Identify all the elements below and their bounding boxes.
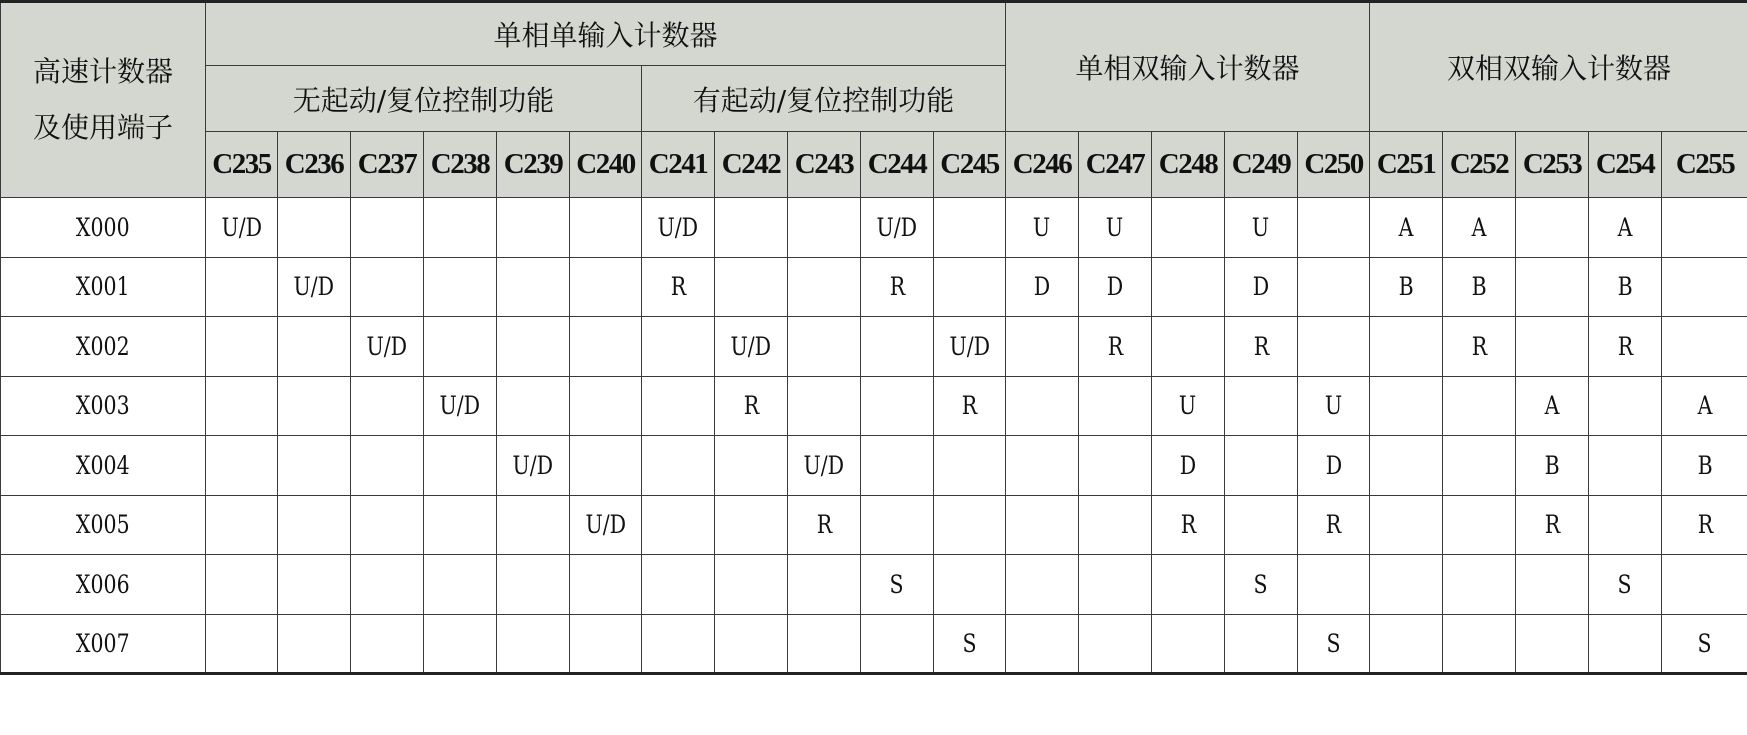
table-cell: R	[861, 257, 934, 317]
table-cell	[278, 495, 351, 555]
table-cell	[1662, 555, 1747, 615]
table-cell	[1370, 317, 1443, 377]
table-cell: A	[1589, 198, 1662, 258]
table-cell	[424, 495, 497, 555]
group-header-single-phase-dual-input: 单相双输入计数器	[1006, 2, 1370, 132]
table-cell	[861, 317, 934, 377]
table-cell: U/D	[861, 198, 934, 258]
table-cell	[424, 198, 497, 258]
table-cell	[861, 376, 934, 436]
counter-header-c249: C249	[1225, 132, 1298, 198]
table-cell: R	[1079, 317, 1152, 377]
table-cell	[788, 555, 861, 615]
table-cell: R	[1225, 317, 1298, 377]
counter-header-c240: C240	[570, 132, 642, 198]
terminal-label: X003	[1, 376, 206, 436]
table-cell: R	[1589, 317, 1662, 377]
table-cell	[1006, 555, 1079, 615]
table-cell	[424, 436, 497, 496]
table-cell: B	[1443, 257, 1516, 317]
table-cell: A	[1662, 376, 1747, 436]
counter-header-c244: C244	[861, 132, 934, 198]
table-cell	[1079, 495, 1152, 555]
table-cell: S	[1225, 555, 1298, 615]
subgroup-header-with-start-reset: 有起动/复位控制功能	[642, 66, 1006, 132]
counter-header-c250: C250	[1298, 132, 1370, 198]
terminal-label: X005	[1, 495, 206, 555]
table-cell: U/D	[642, 198, 715, 258]
counter-header-c241: C241	[642, 132, 715, 198]
table-cell: R	[1662, 495, 1747, 555]
table-row	[1, 614, 1747, 674]
table-cell	[1516, 555, 1589, 615]
table-cell: D	[1079, 257, 1152, 317]
table-cell	[570, 317, 642, 377]
table-cell	[1443, 495, 1516, 555]
table-cell	[715, 614, 788, 674]
corner-header-line1: 高速计数器	[32, 55, 173, 88]
table-cell	[934, 198, 1006, 258]
table-cell	[1370, 495, 1443, 555]
table-cell: U/D	[715, 317, 788, 377]
counter-header-c252: C252	[1443, 132, 1516, 198]
terminal-label: X004	[1, 436, 206, 496]
table-cell: U/D	[788, 436, 861, 496]
table-cell	[206, 555, 278, 615]
table-cell	[424, 317, 497, 377]
table-cell	[497, 317, 570, 377]
table-cell	[424, 555, 497, 615]
table-cell: D	[1225, 257, 1298, 317]
table-cell	[1079, 614, 1152, 674]
table-cell	[1443, 614, 1516, 674]
table-cell	[1298, 198, 1370, 258]
table-cell	[278, 376, 351, 436]
table-cell	[278, 317, 351, 377]
table-cell	[788, 614, 861, 674]
table-cell: S	[861, 555, 934, 615]
table-cell	[570, 614, 642, 674]
counter-header-c251: C251	[1370, 132, 1443, 198]
table-cell	[861, 495, 934, 555]
table-cell	[570, 436, 642, 496]
table-cell	[861, 614, 934, 674]
table-cell	[351, 198, 424, 258]
table-cell	[1152, 198, 1225, 258]
table-cell: R	[934, 376, 1006, 436]
table-cell	[1370, 555, 1443, 615]
table-cell	[1516, 257, 1589, 317]
corner-header-line2: 及使用端子	[32, 111, 173, 144]
table-cell: S	[934, 614, 1006, 674]
table-cell	[351, 495, 424, 555]
table-cell	[1079, 436, 1152, 496]
table-cell: U/D	[497, 436, 570, 496]
table-cell	[1152, 317, 1225, 377]
table-cell	[1662, 198, 1747, 258]
counter-header-c235: C235	[206, 132, 278, 198]
table-cell	[206, 317, 278, 377]
table-cell	[570, 198, 642, 258]
counter-header-c238: C238	[424, 132, 497, 198]
table-cell	[934, 257, 1006, 317]
table-cell	[1298, 317, 1370, 377]
table-cell	[788, 257, 861, 317]
table-cell	[206, 436, 278, 496]
counter-header-c239: C239	[497, 132, 570, 198]
table-cell	[351, 257, 424, 317]
table-cell	[934, 555, 1006, 615]
table-cell	[1006, 495, 1079, 555]
counter-header-c242: C242	[715, 132, 788, 198]
terminal-label: X000	[1, 198, 206, 258]
table-cell: A	[1516, 376, 1589, 436]
table-cell	[1225, 495, 1298, 555]
counter-header-c245: C245	[934, 132, 1006, 198]
group-header-single-phase-single-input: 单相单输入计数器	[206, 2, 1006, 66]
table-cell	[206, 495, 278, 555]
table-cell	[497, 198, 570, 258]
table-cell	[206, 257, 278, 317]
table-row	[1, 495, 1747, 555]
table-cell: D	[1298, 436, 1370, 496]
table-cell	[1152, 614, 1225, 674]
table-cell	[278, 555, 351, 615]
table-cell	[1079, 376, 1152, 436]
table-cell	[206, 376, 278, 436]
table-cell	[1370, 614, 1443, 674]
table-cell	[1589, 376, 1662, 436]
table-cell: B	[1516, 436, 1589, 496]
table-cell	[206, 614, 278, 674]
table-row	[1, 555, 1747, 615]
table-cell	[642, 555, 715, 615]
table-cell: S	[1298, 614, 1370, 674]
table-cell	[497, 614, 570, 674]
table-cell	[1516, 198, 1589, 258]
table-cell	[788, 376, 861, 436]
table-cell	[934, 495, 1006, 555]
table-cell	[351, 376, 424, 436]
table-cell	[1298, 555, 1370, 615]
table-cell	[1662, 257, 1747, 317]
counter-header-c237: C237	[351, 132, 424, 198]
table-cell	[1006, 614, 1079, 674]
table-cell	[788, 317, 861, 377]
table-cell	[1225, 376, 1298, 436]
table-cell	[642, 495, 715, 555]
table-cell: U/D	[424, 376, 497, 436]
table-cell	[351, 555, 424, 615]
table-cell: R	[788, 495, 861, 555]
table-cell: U/D	[351, 317, 424, 377]
table-cell	[934, 436, 1006, 496]
table-cell	[1516, 317, 1589, 377]
table-cell	[715, 555, 788, 615]
table-cell	[351, 436, 424, 496]
table-cell: R	[642, 257, 715, 317]
counter-header-c236: C236	[278, 132, 351, 198]
table-cell	[715, 257, 788, 317]
table-cell	[1006, 376, 1079, 436]
table-cell	[1152, 555, 1225, 615]
counter-header-c247: C247	[1079, 132, 1152, 198]
table-cell	[278, 198, 351, 258]
counter-header-c246: C246	[1006, 132, 1079, 198]
table-cell	[1443, 555, 1516, 615]
table-cell: U	[1225, 198, 1298, 258]
table-cell	[1589, 436, 1662, 496]
table-cell: U/D	[570, 495, 642, 555]
table-cell: U	[1079, 198, 1152, 258]
table-cell: B	[1370, 257, 1443, 317]
table-cell	[497, 376, 570, 436]
terminal-label: X007	[1, 614, 206, 674]
table-cell: B	[1589, 257, 1662, 317]
terminal-label: X001	[1, 257, 206, 317]
table-cell: U	[1152, 376, 1225, 436]
table-cell: D	[1006, 257, 1079, 317]
table-row	[1, 317, 1747, 377]
counter-header-c254: C254	[1589, 132, 1662, 198]
counter-header-c255: C255	[1662, 132, 1747, 198]
table-cell: R	[1298, 495, 1370, 555]
terminal-label: X002	[1, 317, 206, 377]
counter-header-c253: C253	[1516, 132, 1589, 198]
table-cell	[570, 555, 642, 615]
table-cell	[1443, 436, 1516, 496]
table-cell	[1225, 614, 1298, 674]
table-cell	[570, 257, 642, 317]
table-cell: R	[1443, 317, 1516, 377]
table-cell	[642, 436, 715, 496]
counter-header-c248: C248	[1152, 132, 1225, 198]
table-row	[1, 436, 1747, 496]
table-cell	[1079, 555, 1152, 615]
table-cell: A	[1370, 198, 1443, 258]
table-cell	[497, 257, 570, 317]
table-cell	[351, 614, 424, 674]
table-cell	[424, 614, 497, 674]
table-cell: A	[1443, 198, 1516, 258]
table-cell	[278, 614, 351, 674]
table-cell	[642, 614, 715, 674]
table-cell	[570, 376, 642, 436]
table-cell	[715, 198, 788, 258]
corner-header	[1, 2, 206, 198]
table-cell	[1516, 614, 1589, 674]
table-cell	[788, 198, 861, 258]
table-cell: U/D	[278, 257, 351, 317]
table-cell	[497, 555, 570, 615]
table-cell: R	[715, 376, 788, 436]
table-cell	[1006, 436, 1079, 496]
table-cell	[497, 495, 570, 555]
terminal-label: X006	[1, 555, 206, 615]
table-cell	[1370, 376, 1443, 436]
table-cell	[1225, 436, 1298, 496]
group-header-dual-phase-dual-input: 双相双输入计数器	[1370, 2, 1747, 132]
table-cell	[1298, 257, 1370, 317]
table-cell: B	[1662, 436, 1747, 496]
table-cell	[1370, 436, 1443, 496]
table-cell	[424, 257, 497, 317]
table-row	[1, 198, 1747, 258]
table-cell: U	[1006, 198, 1079, 258]
table-cell: S	[1589, 555, 1662, 615]
table-cell	[1589, 614, 1662, 674]
table-cell	[861, 436, 934, 496]
table-row	[1, 376, 1747, 436]
table-cell	[1589, 495, 1662, 555]
table-cell	[1662, 317, 1747, 377]
table-cell	[1152, 257, 1225, 317]
table-cell	[1006, 317, 1079, 377]
table-cell	[642, 376, 715, 436]
counter-header-c243: C243	[788, 132, 861, 198]
table-cell: U/D	[206, 198, 278, 258]
table-cell	[715, 436, 788, 496]
table-cell	[715, 495, 788, 555]
table-cell: R	[1152, 495, 1225, 555]
table-row	[1, 257, 1747, 317]
table-cell: D	[1152, 436, 1225, 496]
table-cell: S	[1662, 614, 1747, 674]
table-cell	[642, 317, 715, 377]
table-cell	[1443, 376, 1516, 436]
table-cell: U/D	[934, 317, 1006, 377]
subgroup-header-no-start-reset: 无起动/复位控制功能	[206, 66, 642, 132]
table-cell	[278, 436, 351, 496]
table-cell: R	[1516, 495, 1589, 555]
table-cell: U	[1298, 376, 1370, 436]
